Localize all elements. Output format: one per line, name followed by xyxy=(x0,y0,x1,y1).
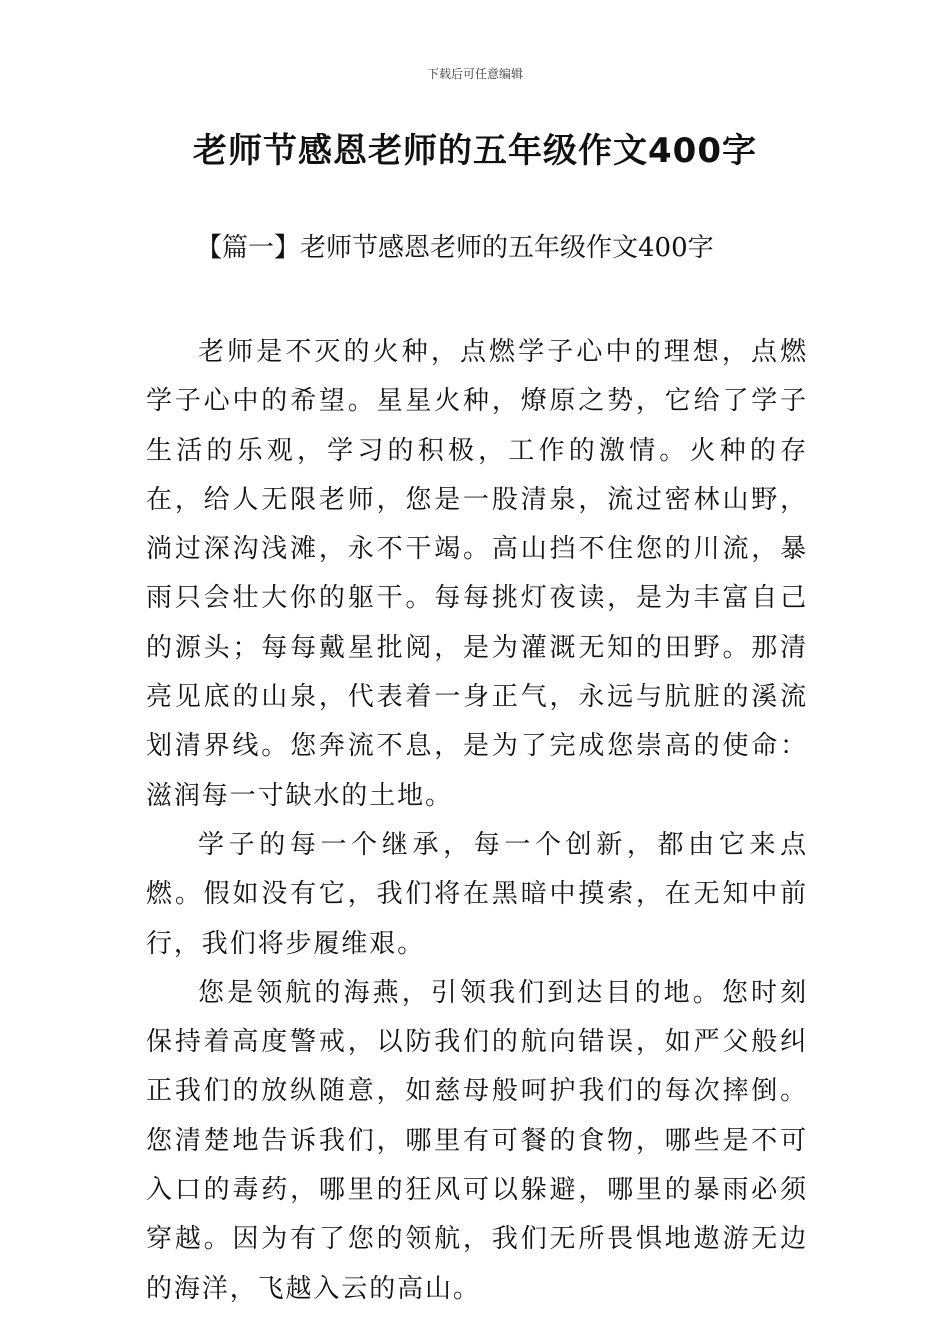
paragraph: 您是领航的海燕，引领我们到达目的地。您时刻保持着高度警戒，以防我们的航向错误，如严父般纠正我们的放纵随意，如慈母般呵护我们的每次摔倒。您清楚地告诉我们，哪里有可餐的食物，哪些是不可入口的毒药，哪里的狂风可以躲避，哪里的暴雨必须穿越。因为有了您的领航，我们无所畏惧地遨游无边的海洋，飞越入云的高山。 xyxy=(146,977,808,1304)
paragraph: 学子的每一个继承，每一个创新，都由它来点燃。假如没有它，我们将在黑暗中摸索，在无知中前行，我们将步履维艰。 xyxy=(146,829,808,959)
article-body xyxy=(146,328,808,1314)
section-heading: 【篇一】老师节感恩老师的五年级作文400字 xyxy=(196,233,714,263)
header-note: 下载后可任意编辑 xyxy=(426,67,523,81)
paragraph: 老师是不灭的火种，点燃学子心中的理想，点燃学子心中的希望。星星火种，燎原之势，它给了学子生活的乐观，学习的积极，工作的激情。火种的存在，给人无限老师，您是一股清泉，流过密林山野，淌过深沟浅滩，永不干竭。高山挡不住您的川流，暴雨只会壮大你的躯干。每每挑灯夜读，是为丰富自己的源头；每每戴星批阅，是为灌溉无知的田野。那清亮见底的山泉，代表着一身正气，永远与肮脏的溪流划清界线。您奔流不息，是为了完成您崇高的使命：滋润每一寸缺水的土地。 xyxy=(146,337,808,811)
document-title: 老师节感恩老师的五年级作文400字 xyxy=(193,131,757,171)
